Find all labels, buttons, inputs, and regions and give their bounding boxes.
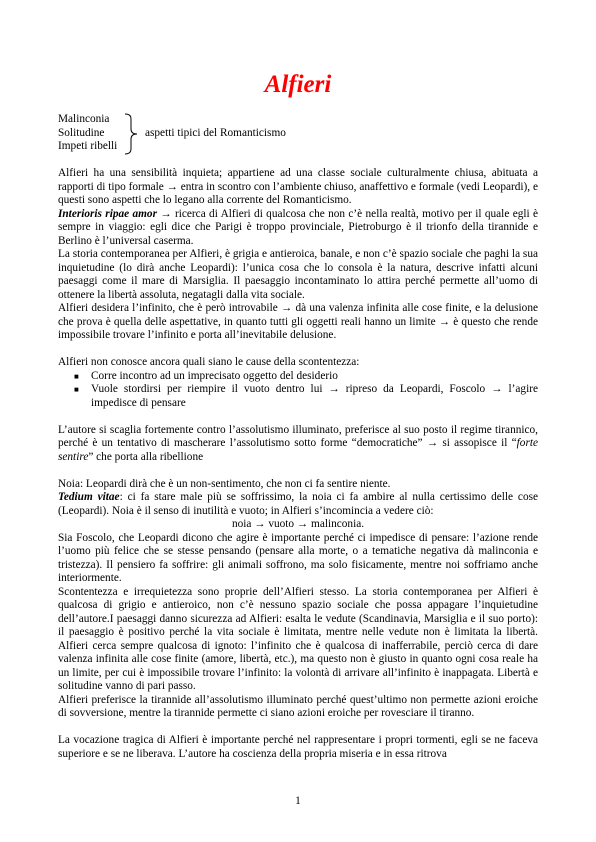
paragraph: Sia Foscolo, che Leopardi dicono che agire è importante perché ci impedisce di pensare: l’azione rende l’uomo più felice che se stesse pensando (pensare alla morte, o a tematiche negativa dà malinconia e tristezza). Il pensiero fa soffrire: gli animali soffrono, ma solo fisicamente, mentre noi soffriamo anche interiormente. <box>58 531 538 584</box>
paragraph: Alfieri preferisce la tirannide all’assolutismo illuminato perché quest’ultimo non permette azioni eroiche di sovversione, mentre la tirannide permette ci siano azioni eroiche per rovesciare il tiranno. <box>58 693 538 719</box>
paragraph: La vocazione tragica di Alfieri è importante perché nel rappresentare i propri tormenti, egli se ne faceva superiore e se ne liberava. L’autore ha coscienza della propria miseria e in essa ritrova <box>58 734 538 760</box>
centered-line: noia → vuoto → malinconia. <box>231 518 365 530</box>
brace-label: aspetti tipici del Romanticismo <box>145 127 286 139</box>
list-item <box>58 383 538 410</box>
paragraph: La storia contemporanea per Alfieri, è grigia e antieroica, banale, e non c’è spazio sociale che paghi la sua inquietudine (lo dirà anche Leopardi): l’unica cosa che lo consola è la natura, descrive infatti alcuni paesaggi come il mare di Marsiglia. Il paesaggio incontaminato lo attira perché permette all’uomo di ottenere la libertà assoluta, negatagli dalla vita sociale. <box>58 248 538 301</box>
paragraph-text: → ricerca di Alfieri di qualcosa che non c’è nella realtà, motivo per il quale egli è sempre in viaggio: egli dice che Parigi è troppo provinciale, Pietroburgo è il trionfo della tirannide e Berlino è l’universal caserma. <box>58 207 539 247</box>
paragraph: Scontentezza e irrequietezza sono proprie dell’Alfieri stesso. La storia contemporanea per Alfieri è qualcosa di grigio e antieroico, non c’è nessuno spazio sociale che possa appagare l’inquietudine dell’autore.I paesaggi danno sicurezza ad Alfieri: esalta le vedute (Scandinavia, Marsiglia e il suo porto): il paesaggio è positivo perché la vita sociale è limitata, mentre nelle vedute non è limitata la libertà. Alfieri cerca sempre qualcosa di ignoto: l’infinito che è qualcosa di inafferrabile, perciò cerca di dare valenza infinita alle cose finite (amore, libertà, etc.), ma questo non è giusto in quanto ogni cosa reale ha un limite, per cui è impossibile trovare l’infinito: la volontà di arrivare all’infinito è inappagata. Libertà e solitudine vanno di pari passo. <box>58 585 538 692</box>
list-item-text: Vuole stordirsi per riempire il vuoto dentro lui → ripreso da Leopardi, Foscolo → l’agire impedisce di pensare <box>91 383 538 409</box>
list-item-text: Corre incontro ad un imprecisato oggetto del desiderio <box>91 369 338 382</box>
paragraph-text: ” che porta alla ribellione <box>88 450 204 463</box>
right-brace-icon <box>124 113 138 155</box>
paragraph-text: : ci fa stare male più se soffrissimo, la noia ci fa ambire al nulla certissimo delle cose (Leopardi). Noia è il senso di inutilità e vuoto; in Alfieri s’incomincia a vedere ciò: <box>58 491 538 517</box>
brace-items <box>58 113 117 154</box>
paragraph <box>58 424 538 465</box>
key-term: Tedium vitae <box>58 491 120 503</box>
paragraph-text: L’autore si scaglia fortemente contro l’assolutismo illuminato, preferisce al suo posto il regime tirannico, perché è un tentativo di mascherare l’assolutismo sotto forme “democratiche” → si assopisce il “ <box>58 423 538 449</box>
list-item <box>58 370 538 384</box>
paragraph: Alfieri non conosce ancora quali siano le cause della scontentezza: <box>58 356 360 368</box>
paragraph <box>58 491 538 518</box>
bullet-list <box>58 370 538 411</box>
square-bullet-icon: ■ <box>74 385 79 394</box>
document-body <box>58 167 538 761</box>
brace-item: Impeti ribelli <box>58 140 118 152</box>
paragraph <box>58 208 538 249</box>
page-number: 1 <box>295 795 301 807</box>
brace-group <box>58 113 538 155</box>
square-bullet-icon: ■ <box>74 371 79 381</box>
key-term: Interioris ripae amor <box>58 207 157 220</box>
paragraph: Noia: Leopardi dirà che è un non-sentimento, che non ci fa sentire niente. <box>58 477 391 490</box>
page-title: Alfieri <box>264 71 332 98</box>
brace-item: Malinconia <box>58 113 110 125</box>
paragraph: Alfieri ha una sensibilità inquieta; appartiene ad una classe sociale culturalmente chiusa, abituata a rapporti di tipo formale → entra in scontro con l’ambiente chiuso, anaffettivo e formale (vedi Leopardi), e questi sono aspetti che lo legano alla corrente del Romanticismo. <box>58 167 538 206</box>
brace-item: Solitudine <box>58 126 105 139</box>
key-term: forte sentire <box>58 437 538 463</box>
paragraph: Alfieri desidera l’infinito, che è però introvabile → dà una valenza infinita alle cose finite, e la delusione che prova è quella delle aspettative, in quanto tutti gli oggetti reali hanno un limite → è questo che rende impossibile trovare l’infinito e porta all’inevitabile delusione. <box>58 302 538 341</box>
